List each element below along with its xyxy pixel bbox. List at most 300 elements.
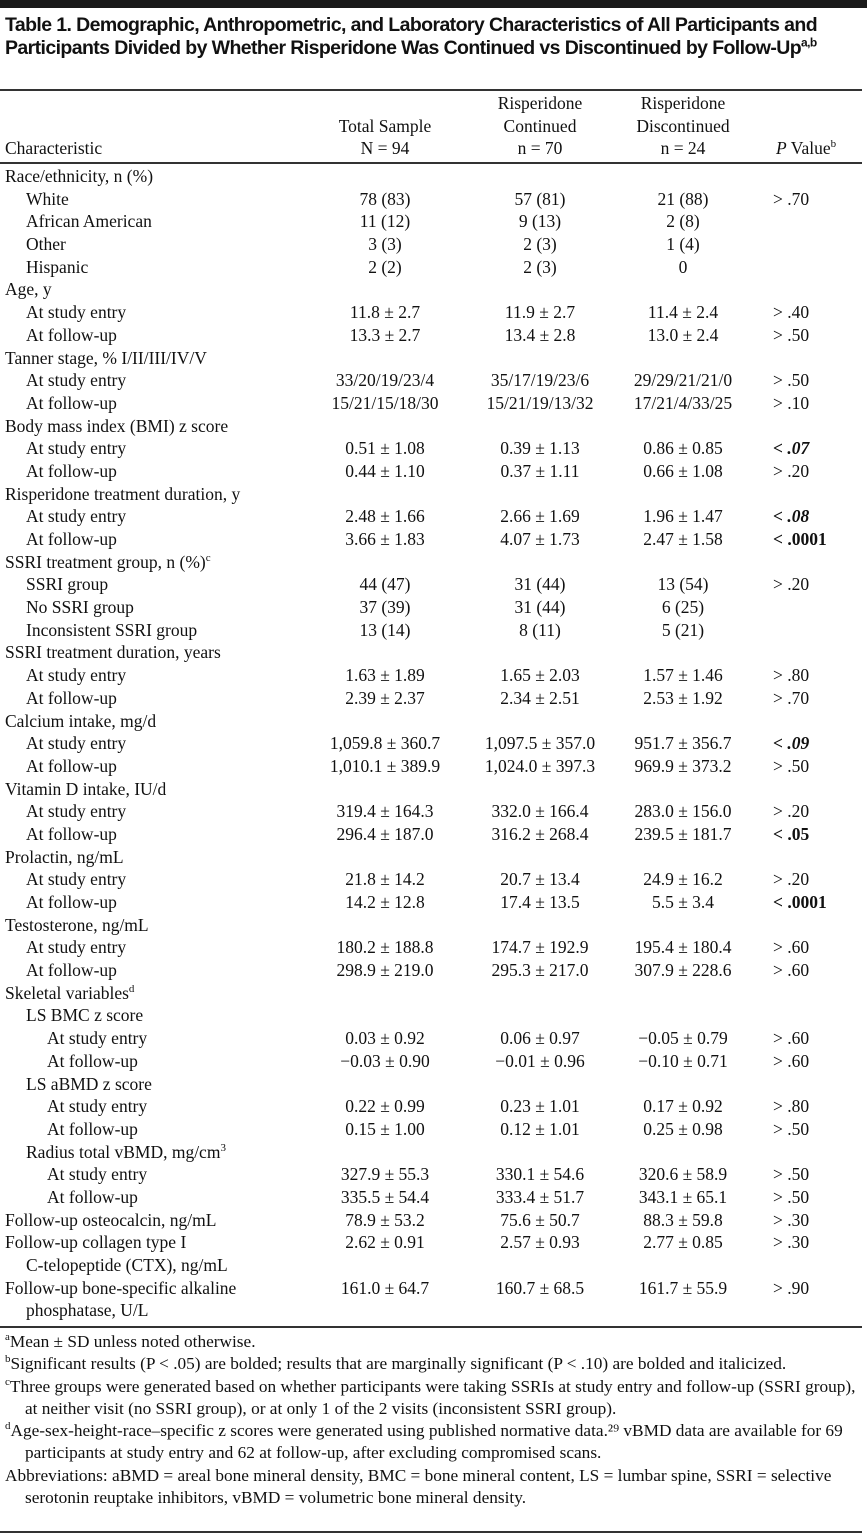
body-end-rule xyxy=(0,1326,862,1328)
continued-cell: 2.57 ± 0.93 xyxy=(500,1232,580,1253)
row-label xyxy=(5,778,166,801)
total-sample-cell: 3 (3) xyxy=(368,234,402,255)
continued-cell: 332.0 ± 166.4 xyxy=(491,801,589,822)
row-label xyxy=(5,483,240,506)
continued-cell: 0.37 ± 1.11 xyxy=(500,460,580,481)
row-label xyxy=(5,641,221,664)
table-row xyxy=(0,1277,867,1300)
table-body xyxy=(0,165,867,1322)
table-row xyxy=(0,914,867,937)
row-label xyxy=(26,392,117,415)
p-value-cell: > .40 xyxy=(773,302,810,323)
row-label xyxy=(47,1118,138,1141)
p-value-cell: > .60 xyxy=(773,1050,810,1071)
row-label-text: Hispanic xyxy=(26,256,89,277)
total-sample-cell: 44 (47) xyxy=(359,574,411,595)
row-label-text: LS BMC z score xyxy=(26,1005,144,1026)
table-row xyxy=(0,823,867,846)
continued-cell: 1,024.0 ± 397.3 xyxy=(484,755,596,776)
row-label-text: At follow-up xyxy=(26,392,117,413)
discontinued-cell: 2.77 ± 0.85 xyxy=(643,1232,723,1253)
p-value-cell: < .08 xyxy=(773,506,810,527)
row-label-text: At study entry xyxy=(26,438,127,459)
discontinued-cell: 0.17 ± 0.92 xyxy=(643,1096,723,1117)
row-label xyxy=(26,233,66,256)
row-label-text: At follow-up xyxy=(26,960,117,981)
row-label-text: phosphatase, U/L xyxy=(26,1300,149,1321)
row-label-text: Race/ethnicity, n (%) xyxy=(5,166,154,186)
table-row xyxy=(0,1118,867,1141)
total-sample-cell: 21.8 ± 14.2 xyxy=(345,869,425,890)
continued-cell: 316.2 ± 268.4 xyxy=(491,823,589,844)
row-label xyxy=(26,1073,152,1096)
discontinued-cell: 1.57 ± 1.46 xyxy=(643,665,723,686)
continued-cell: 15/21/19/13/32 xyxy=(486,392,594,413)
header-discontinued xyxy=(598,92,768,160)
row-label xyxy=(26,732,126,755)
discontinued-cell: 88.3 ± 59.8 xyxy=(643,1209,723,1230)
continued-cell: 330.1 ± 54.6 xyxy=(495,1164,585,1185)
p-footnote-marker: b xyxy=(830,138,837,151)
continued-cell: 0.39 ± 1.13 xyxy=(500,438,580,459)
row-label xyxy=(5,347,207,370)
continued-cell: 0.06 ± 0.97 xyxy=(500,1028,580,1049)
row-label xyxy=(26,369,126,392)
row-label-text: At study entry xyxy=(26,869,127,890)
row-label-text: Inconsistent SSRI group xyxy=(26,619,198,640)
row-label-text: At study entry xyxy=(26,506,127,527)
row-label-text: Skeletal variables xyxy=(5,982,129,1003)
continued-cell: 174.7 ± 192.9 xyxy=(491,937,589,958)
row-label-text: At study entry xyxy=(26,665,127,686)
footnote-marker: d xyxy=(128,982,135,995)
table-row xyxy=(0,1095,867,1118)
continued-cell: 75.6 ± 50.7 xyxy=(500,1209,580,1230)
continued-cell: 4.07 ± 1.73 xyxy=(500,529,580,549)
continued-cell: 295.3 ± 217.0 xyxy=(491,960,589,981)
continued-cell: 2 (3) xyxy=(523,234,557,255)
continued-cell: 0.23 ± 1.01 xyxy=(500,1096,580,1117)
row-label-text: At study entry xyxy=(47,1096,148,1117)
footnote xyxy=(5,1420,863,1465)
discontinued-cell: 951.7 ± 356.7 xyxy=(634,733,732,754)
row-label-text: At study entry xyxy=(26,801,127,822)
p-value-cell: > .50 xyxy=(773,1186,810,1207)
row-label-text: Prolactin, ng/mL xyxy=(5,846,124,867)
table-row xyxy=(0,437,867,460)
row-label-text: Other xyxy=(26,234,66,255)
total-sample-cell: 298.9 ± 219.0 xyxy=(336,960,434,981)
footnote xyxy=(5,1331,863,1353)
table-row xyxy=(0,619,867,642)
row-label xyxy=(5,1277,236,1300)
discontinued-cell: 1 (4) xyxy=(666,234,700,255)
discontinued-cell: 6 (25) xyxy=(661,597,705,618)
row-label xyxy=(5,982,134,1005)
p-italic: P xyxy=(776,138,787,159)
total-sample-cell: 1.63 ± 1.89 xyxy=(345,665,425,686)
continued-cell: 8 (11) xyxy=(519,619,561,640)
row-label-text: No SSRI group xyxy=(26,597,134,618)
discontinued-cell: 13.0 ± 2.4 xyxy=(647,324,719,345)
continued-cell: 2.34 ± 2.51 xyxy=(500,687,580,708)
total-sample-cell: 2.62 ± 0.91 xyxy=(345,1232,425,1253)
table-row xyxy=(0,1073,867,1096)
row-label xyxy=(26,1141,226,1164)
row-label-text: Follow-up bone-specific alkaline xyxy=(5,1277,237,1298)
footnote-marker: a xyxy=(5,1331,10,1344)
title-rule xyxy=(0,89,862,91)
total-sample-cell: 2.48 ± 1.66 xyxy=(345,506,425,527)
row-label xyxy=(47,1095,147,1118)
discontinued-cell: −0.05 ± 0.79 xyxy=(638,1028,728,1049)
row-label xyxy=(26,210,152,233)
discontinued-cell: 0 xyxy=(678,256,688,277)
header-p-value xyxy=(776,137,836,160)
table-row xyxy=(0,210,867,233)
row-label-text: Risperidone treatment duration, y xyxy=(5,483,241,504)
continued-cell: 35/17/19/23/6 xyxy=(490,370,590,391)
row-label-text: At study entry xyxy=(26,370,127,391)
discontinued-cell: 0.66 ± 1.08 xyxy=(643,460,723,481)
table-row xyxy=(0,505,867,528)
total-sample-cell: 319.4 ± 164.3 xyxy=(336,801,434,822)
total-sample-cell: 1,010.1 ± 389.9 xyxy=(329,755,441,776)
total-sample-cell: 296.4 ± 187.0 xyxy=(336,823,434,844)
discontinued-cell: 969.9 ± 373.2 xyxy=(634,755,732,776)
discontinued-cell: 5.5 ± 3.4 xyxy=(651,892,715,912)
table-row xyxy=(0,846,867,869)
table-row xyxy=(0,415,867,438)
row-label xyxy=(47,1163,147,1186)
table-row xyxy=(0,1027,867,1050)
continued-cell: 0.12 ± 1.01 xyxy=(500,1118,580,1139)
p-rest: Value xyxy=(786,138,831,159)
row-label xyxy=(26,755,117,778)
p-value-cell: > .20 xyxy=(773,574,810,595)
discontinued-cell: 0.25 ± 0.98 xyxy=(643,1118,723,1139)
table-row xyxy=(0,551,867,574)
discontinued-cell: 320.6 ± 58.9 xyxy=(638,1164,728,1185)
header-line: Risperidone xyxy=(640,92,726,113)
total-sample-cell: 335.5 ± 54.4 xyxy=(340,1186,430,1207)
row-label-text: Radius total vBMD, mg/cm xyxy=(26,1141,221,1162)
table-row xyxy=(0,392,867,415)
footnote-marker: c xyxy=(5,1375,10,1388)
row-label xyxy=(26,936,126,959)
discontinued-cell: 21 (88) xyxy=(657,188,709,209)
header-total-sample xyxy=(300,115,470,160)
row-label xyxy=(5,1209,216,1232)
header-line: Discontinued xyxy=(636,115,730,136)
row-label xyxy=(26,1299,148,1322)
continued-cell: 57 (81) xyxy=(514,188,566,209)
discontinued-cell: 161.7 ± 55.9 xyxy=(638,1277,728,1298)
p-value-cell: > .50 xyxy=(773,324,810,345)
total-sample-cell: 37 (39) xyxy=(359,597,411,618)
p-value-cell: > .10 xyxy=(773,392,810,413)
p-value-cell: < .05 xyxy=(773,823,810,844)
row-label xyxy=(5,710,156,733)
p-value-cell: < .0001 xyxy=(773,529,827,549)
footnote-marker: b xyxy=(5,1353,11,1366)
row-label xyxy=(26,301,126,324)
total-sample-cell: 3.66 ± 1.83 xyxy=(345,529,425,549)
p-value-cell: > .80 xyxy=(773,665,810,686)
discontinued-cell: 24.9 ± 16.2 xyxy=(643,869,723,890)
footnote xyxy=(5,1353,863,1375)
row-label-text: SSRI treatment duration, years xyxy=(5,642,221,663)
p-value-cell: > .50 xyxy=(773,755,810,776)
footnote xyxy=(5,1465,863,1510)
row-label-text: At follow-up xyxy=(26,755,117,776)
continued-cell: 17.4 ± 13.5 xyxy=(500,892,580,912)
row-label-text: At study entry xyxy=(26,302,127,323)
total-sample-cell: 161.0 ± 64.7 xyxy=(340,1277,430,1298)
continued-cell: 20.7 ± 13.4 xyxy=(500,869,580,890)
table-row xyxy=(0,1254,867,1277)
total-sample-cell: 0.51 ± 1.08 xyxy=(345,438,425,459)
p-value-cell: > .50 xyxy=(773,370,810,391)
row-label-text: At follow-up xyxy=(26,324,117,345)
row-label xyxy=(47,1027,147,1050)
header-line: n = 24 xyxy=(660,138,706,159)
table-row xyxy=(0,732,867,755)
continued-cell: 1,097.5 ± 357.0 xyxy=(484,733,596,754)
discontinued-cell: 2.47 ± 1.58 xyxy=(643,529,723,549)
p-value-cell: > .60 xyxy=(773,937,810,958)
footnote-marker: d xyxy=(5,1420,11,1433)
row-label xyxy=(26,256,88,279)
table-row xyxy=(0,347,867,370)
table-row xyxy=(0,596,867,619)
row-label-text: SSRI group xyxy=(26,574,109,595)
row-label-text: LS aBMD z score xyxy=(26,1073,152,1094)
table-row xyxy=(0,460,867,483)
row-label-text: At follow-up xyxy=(26,823,117,844)
header-line: n = 70 xyxy=(517,138,563,159)
table-row xyxy=(0,188,867,211)
table-row xyxy=(0,1004,867,1027)
total-sample-cell: 11 (12) xyxy=(359,211,411,232)
table-row xyxy=(0,959,867,982)
row-label-text: At study entry xyxy=(26,733,127,754)
footnote-text: Significant results (P < .05) are bolded; results that are marginally significant (P < .10) are bolded and italicized. xyxy=(10,1354,787,1374)
continued-cell: 9 (13) xyxy=(518,211,562,232)
row-label xyxy=(5,165,153,188)
discontinued-cell: 29/29/21/21/0 xyxy=(633,370,733,391)
header-line: Continued xyxy=(503,115,577,136)
table-row xyxy=(0,1141,867,1164)
p-value-cell: > .20 xyxy=(773,869,810,890)
row-label xyxy=(26,188,69,211)
row-label xyxy=(26,505,126,528)
table-row xyxy=(0,301,867,324)
p-value-cell: > .80 xyxy=(773,1096,810,1117)
footnote-text: Abbreviations: aBMD = areal bone mineral density, BMC = bone mineral content, LS = lumbar spine, SSRI = selective serotonin reuptake inhibitors, vBMD = volumetric bone mineral density. xyxy=(5,1465,832,1508)
table-row xyxy=(0,1299,867,1322)
table-row xyxy=(0,278,867,301)
discontinued-cell: 239.5 ± 181.7 xyxy=(634,823,732,844)
header-line: Risperidone xyxy=(497,92,583,113)
p-value-cell: > .50 xyxy=(773,1118,810,1139)
row-label-text: At follow-up xyxy=(26,687,117,708)
discontinued-cell: 343.1 ± 65.1 xyxy=(638,1186,728,1207)
table-row xyxy=(0,1231,867,1254)
discontinued-cell: 5 (21) xyxy=(661,619,705,640)
row-label-text: Tanner stage, % I/II/III/IV/V xyxy=(5,347,207,368)
p-value-cell: > .50 xyxy=(773,1164,810,1185)
row-label xyxy=(47,1050,138,1073)
discontinued-cell: 11.4 ± 2.4 xyxy=(647,302,719,323)
table-row xyxy=(0,891,867,914)
table-row xyxy=(0,1209,867,1232)
row-label xyxy=(26,528,117,551)
total-sample-cell: 0.22 ± 0.99 xyxy=(345,1096,425,1117)
table-row xyxy=(0,755,867,778)
discontinued-cell: 195.4 ± 180.4 xyxy=(634,937,732,958)
row-label xyxy=(26,800,126,823)
discontinued-cell: 307.9 ± 228.6 xyxy=(634,960,732,981)
total-sample-cell: 15/21/15/18/30 xyxy=(331,392,439,413)
row-label-text: SSRI treatment group, n (%) xyxy=(5,551,206,572)
discontinued-cell: 0.86 ± 0.85 xyxy=(643,438,723,459)
total-sample-cell: 180.2 ± 188.8 xyxy=(336,937,434,958)
discontinued-cell: 2 (8) xyxy=(666,211,700,232)
row-label-text: Testosterone, ng/mL xyxy=(5,914,149,935)
row-label xyxy=(5,278,52,301)
p-value-cell: > .20 xyxy=(773,801,810,822)
continued-cell: 2 (3) xyxy=(523,256,557,277)
table-row xyxy=(0,528,867,551)
table-row xyxy=(0,573,867,596)
row-label-text: At follow-up xyxy=(47,1050,138,1071)
total-sample-cell: 0.03 ± 0.92 xyxy=(345,1028,425,1049)
row-label-text: Body mass index (BMI) z score xyxy=(5,415,229,436)
total-sample-cell: 33/20/19/23/4 xyxy=(335,370,435,391)
row-label-text: Age, y xyxy=(5,279,52,300)
table-row xyxy=(0,868,867,891)
top-rule xyxy=(0,0,867,8)
p-value-cell: < .07 xyxy=(773,438,810,459)
p-value-cell: > .20 xyxy=(773,460,810,481)
row-label xyxy=(26,596,134,619)
table-row xyxy=(0,1163,867,1186)
total-sample-cell: 13 (14) xyxy=(359,619,411,640)
header-characteristic: Characteristic xyxy=(5,138,103,159)
table-row xyxy=(0,641,867,664)
p-value-cell: > .60 xyxy=(773,960,810,981)
total-sample-cell: 2 (2) xyxy=(368,256,402,277)
footnote-marker: 3 xyxy=(220,1141,226,1154)
title-text: Table 1. Demographic, Anthropometric, and Laboratory Characteristics of All Participants and Participants Divided by Whether Risperidone Was Continued vs Discontinued by Follow-Up xyxy=(5,14,818,59)
row-label xyxy=(26,687,117,710)
row-label xyxy=(5,415,228,438)
p-value-cell: < .09 xyxy=(773,733,810,754)
title-footnote-marker: a,b xyxy=(801,35,817,50)
row-label xyxy=(26,959,117,982)
table-row xyxy=(0,936,867,959)
footnote-marker: c xyxy=(205,551,211,564)
footnote-text: Mean ± SD unless noted otherwise. xyxy=(9,1332,256,1351)
header-line: N = 94 xyxy=(360,138,410,159)
p-value-cell: > .30 xyxy=(773,1209,810,1230)
row-label-text: Vitamin D intake, IU/d xyxy=(5,778,167,799)
total-sample-cell: 14.2 ± 12.8 xyxy=(345,892,425,912)
total-sample-cell: 1,059.8 ± 360.7 xyxy=(329,733,441,754)
total-sample-cell: 0.15 ± 1.00 xyxy=(345,1118,425,1139)
row-label xyxy=(26,664,126,687)
footnote xyxy=(5,1376,863,1421)
table-row xyxy=(0,256,867,279)
row-label-text: African American xyxy=(26,211,152,232)
total-sample-cell: 78.9 ± 53.2 xyxy=(345,1209,425,1230)
row-label-text: C-telopeptide (CTX), ng/mL xyxy=(26,1255,228,1275)
table-row xyxy=(0,778,867,801)
total-sample-cell: 0.44 ± 1.10 xyxy=(345,460,425,481)
table-row xyxy=(0,369,867,392)
row-label xyxy=(26,324,117,347)
row-label xyxy=(5,551,211,574)
p-value-cell: > .30 xyxy=(773,1232,810,1253)
row-label xyxy=(26,891,117,914)
total-sample-cell: −0.03 ± 0.90 xyxy=(340,1050,430,1071)
row-label-text: At study entry xyxy=(47,1028,148,1049)
discontinued-cell: 17/21/4/33/25 xyxy=(633,392,733,413)
row-label xyxy=(26,823,117,846)
table-row xyxy=(0,710,867,733)
continued-cell: 31 (44) xyxy=(514,574,566,595)
discontinued-cell: 283.0 ± 156.0 xyxy=(634,801,732,822)
p-value-cell: > .60 xyxy=(773,1028,810,1049)
row-label xyxy=(5,914,149,937)
table-row xyxy=(0,1050,867,1073)
footnote-text: Three groups were generated based on whether participants were taking SSRIs at study entry and follow-up (SSRI group), at neither visit (no SSRI group), or at only 1 of the 2 visits (inconsistent SSRI group). xyxy=(9,1376,856,1418)
row-label xyxy=(26,1004,143,1027)
p-value-cell: > .70 xyxy=(773,687,810,708)
discontinued-cell: 13 (54) xyxy=(657,574,709,595)
table-row xyxy=(0,1186,867,1209)
continued-cell: 160.7 ± 68.5 xyxy=(495,1277,585,1298)
row-label xyxy=(26,460,117,483)
row-label-text: At follow-up xyxy=(47,1186,138,1207)
footnote-text: Age-sex-height-race–specific z scores were generated using published normative data.²⁹ vBMD data are available for 69 participants at study entry and 62 at follow-up, after excluding compromised scans. xyxy=(10,1421,843,1463)
table-row xyxy=(0,483,867,506)
row-label-text: White xyxy=(26,188,69,209)
row-label-text: Calcium intake, mg/d xyxy=(5,710,157,731)
header-line: Total Sample xyxy=(338,115,432,136)
total-sample-cell: 78 (83) xyxy=(359,188,411,209)
table-row xyxy=(0,664,867,687)
continued-cell: 1.65 ± 2.03 xyxy=(500,665,580,686)
row-label-text: At follow-up xyxy=(47,1118,138,1139)
row-label-text: Follow-up osteocalcin, ng/mL xyxy=(5,1209,217,1230)
footnotes xyxy=(5,1331,863,1509)
row-label-text: At study entry xyxy=(47,1164,148,1185)
header-rule xyxy=(0,162,862,164)
row-label xyxy=(26,868,126,891)
row-label xyxy=(5,846,124,869)
row-label xyxy=(47,1186,138,1209)
p-value-cell: > .70 xyxy=(773,188,810,209)
row-label-text: At follow-up xyxy=(26,529,117,549)
discontinued-cell: 1.96 ± 1.47 xyxy=(643,506,723,527)
table-row xyxy=(0,687,867,710)
table-row xyxy=(0,324,867,347)
row-label-text: Follow-up collagen type I xyxy=(5,1232,187,1253)
table-header xyxy=(0,92,867,160)
row-label xyxy=(26,1254,228,1277)
